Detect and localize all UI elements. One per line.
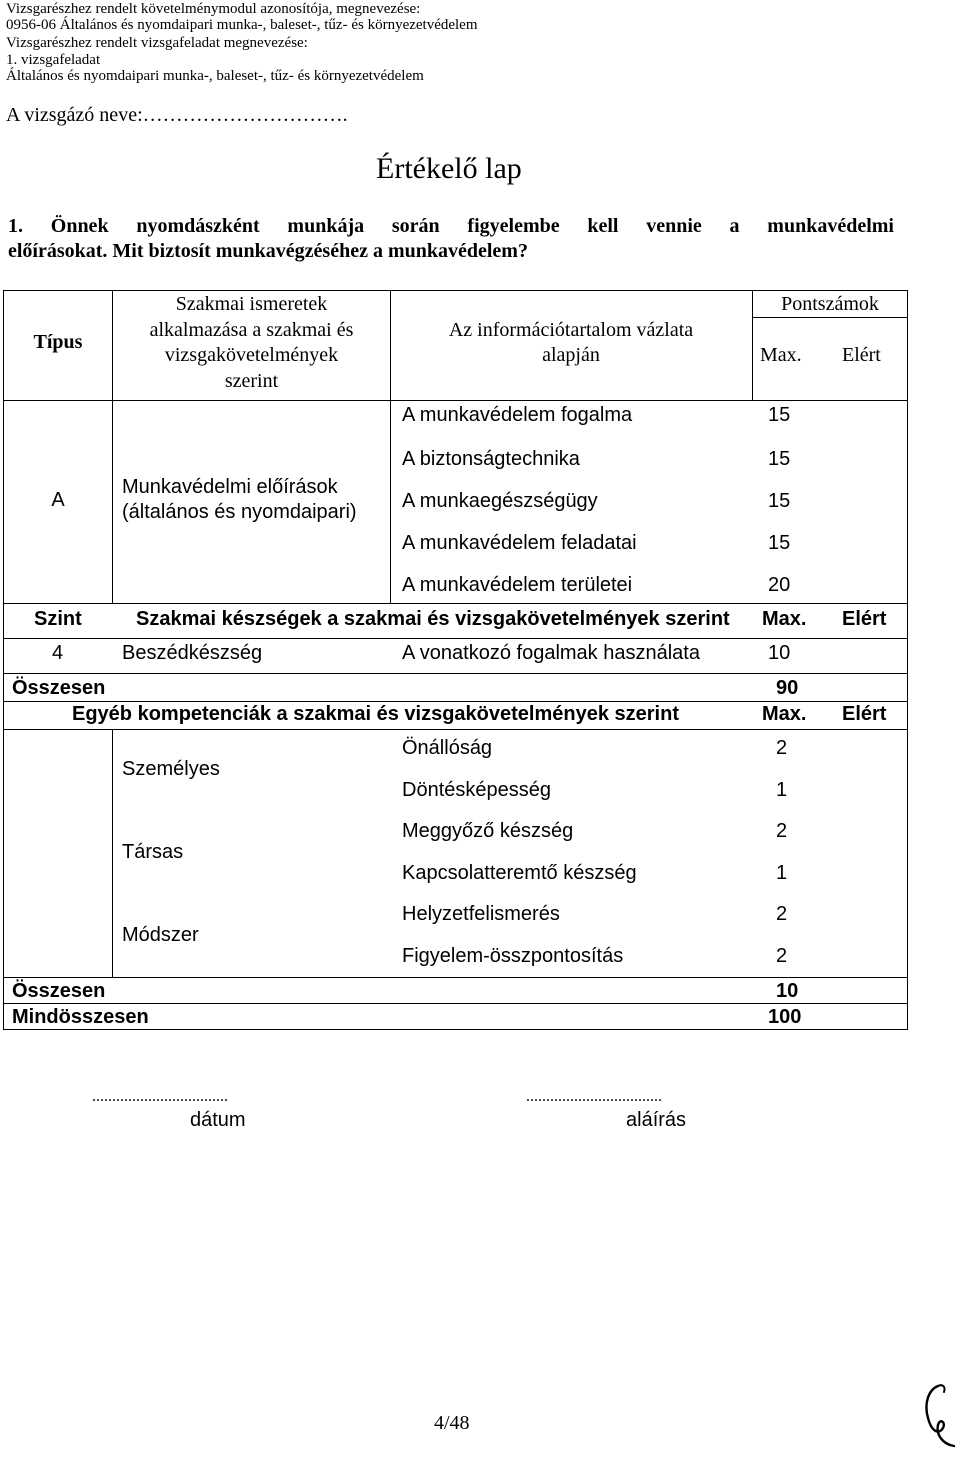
competency-item-label: Döntésképesség bbox=[402, 779, 551, 801]
knowledge-item-label: A munkaegészségügy bbox=[402, 490, 598, 512]
col-info-header-1: Az információtartalom vázlata bbox=[448, 319, 694, 341]
knowledge-item-label: A biztonságtechnika bbox=[402, 448, 580, 470]
skills-header: Szakmai készségek a szakmai és vizsgakövetelmények szerint bbox=[136, 608, 730, 630]
knowledge-item-max: 15 bbox=[768, 490, 791, 512]
other-max-header: Max. bbox=[762, 703, 807, 725]
header-module-label: Vizsgarészhez rendelt követelménymodul azonosítója, megnevezése: bbox=[6, 1, 421, 17]
competency-group: Társas bbox=[122, 841, 184, 863]
max-header: Max. bbox=[760, 344, 802, 366]
knowledge-item-max: 15 bbox=[768, 404, 791, 426]
competency-group: Személyes bbox=[122, 758, 220, 780]
question-line-1: 1. Önnek nyomdászként munkája során figyelembe kell vennie a munkavédelmi bbox=[8, 215, 894, 237]
header-task-name: Általános és nyomdaipari munka-, baleset-, tűz- és környezetvédelem bbox=[6, 68, 424, 84]
type-a: A bbox=[51, 489, 65, 511]
competency-item-label: Helyzetfelismerés bbox=[402, 903, 560, 925]
subtotal-label: Összesen bbox=[12, 980, 106, 1002]
subtotal-value: 90 bbox=[776, 677, 799, 699]
achieved-header: Elért bbox=[842, 344, 881, 366]
competency-item-max: 2 bbox=[776, 903, 788, 925]
competency-item-max: 2 bbox=[776, 820, 788, 842]
competency-item-max: 1 bbox=[776, 779, 788, 801]
col-type-header: Típus bbox=[33, 331, 83, 353]
candidate-name: A vizsgázó neve:…………………………. bbox=[6, 104, 348, 126]
knowledge-item-label: A munkavédelem fogalma bbox=[402, 404, 633, 426]
competency-group: Módszer bbox=[122, 924, 199, 946]
subtotal-value: 10 bbox=[776, 980, 799, 1002]
signature-line: .................................. bbox=[526, 1088, 662, 1105]
header-task-number: 1. vizsgafeladat bbox=[6, 52, 101, 68]
page-title: Értékelő lap bbox=[376, 152, 522, 185]
handwritten-initial-mark bbox=[916, 1380, 958, 1452]
other-competencies-header: Egyéb kompetenciák a szakmai és vizsgakövetelmények szerint bbox=[72, 703, 679, 725]
skills-achieved-header: Elért bbox=[842, 608, 887, 630]
col-knowledge-header-3: vizsgakövetelmények bbox=[164, 344, 339, 366]
date-label: dátum bbox=[190, 1109, 246, 1131]
knowledge-item-max: 15 bbox=[768, 532, 791, 554]
question-line-2: előírásokat. Mit biztosít munkavégzéséhez a munkavédelem? bbox=[8, 240, 528, 262]
header-task-label: Vizsgarészhez rendelt vizsgafeladat megnevezése: bbox=[6, 35, 308, 51]
skills-max-header: Max. bbox=[762, 608, 807, 630]
date-line: .................................. bbox=[92, 1088, 228, 1105]
knowledge-item-label: A munkavédelem területei bbox=[402, 574, 633, 596]
competency-item-max: 2 bbox=[776, 945, 788, 967]
skill-description: A vonatkozó fogalmak használata bbox=[402, 642, 700, 664]
other-achieved-header: Elért bbox=[842, 703, 887, 725]
col-knowledge-header-4: szerint bbox=[224, 370, 279, 392]
competency-item-label: Meggyőző készség bbox=[402, 820, 574, 842]
competency-item-max: 2 bbox=[776, 737, 788, 759]
competency-item-label: Kapcsolatteremtő készség bbox=[402, 862, 637, 884]
knowledge-item-label: A munkavédelem feladatai bbox=[402, 532, 637, 554]
subtotal-label: Összesen bbox=[12, 677, 106, 699]
skills-level-header: Szint bbox=[34, 608, 82, 630]
grand-total-label: Mindösszesen bbox=[12, 1006, 149, 1028]
competency-item-label: Önállóság bbox=[402, 737, 493, 759]
knowledge-item-max: 15 bbox=[768, 448, 791, 470]
topic-line-2: (általános és nyomdaipari) bbox=[122, 501, 357, 523]
skill-name: Beszédkészség bbox=[122, 642, 263, 664]
knowledge-item-max: 20 bbox=[768, 574, 791, 596]
skill-max: 10 bbox=[768, 642, 791, 664]
points-header: Pontszámok bbox=[781, 293, 879, 315]
col-info-header-2: alapján bbox=[542, 344, 600, 366]
competency-item-label: Figyelem-összpontosítás bbox=[402, 945, 624, 967]
page-number: 4/48 bbox=[434, 1412, 470, 1434]
skill-level: 4 bbox=[52, 642, 64, 664]
col-knowledge-header-2: alkalmazása a szakmai és bbox=[149, 319, 354, 341]
signature-label: aláírás bbox=[626, 1109, 687, 1131]
grand-total-value: 100 bbox=[768, 1006, 802, 1028]
col-knowledge-header-1: Szakmai ismeretek bbox=[175, 293, 328, 315]
competency-item-max: 1 bbox=[776, 862, 788, 884]
topic-line-1: Munkavédelmi előírások bbox=[122, 476, 338, 498]
header-module-name: 0956-06 Általános és nyomdaipari munka-, baleset-, tűz- és környezetvédelem bbox=[6, 17, 478, 33]
